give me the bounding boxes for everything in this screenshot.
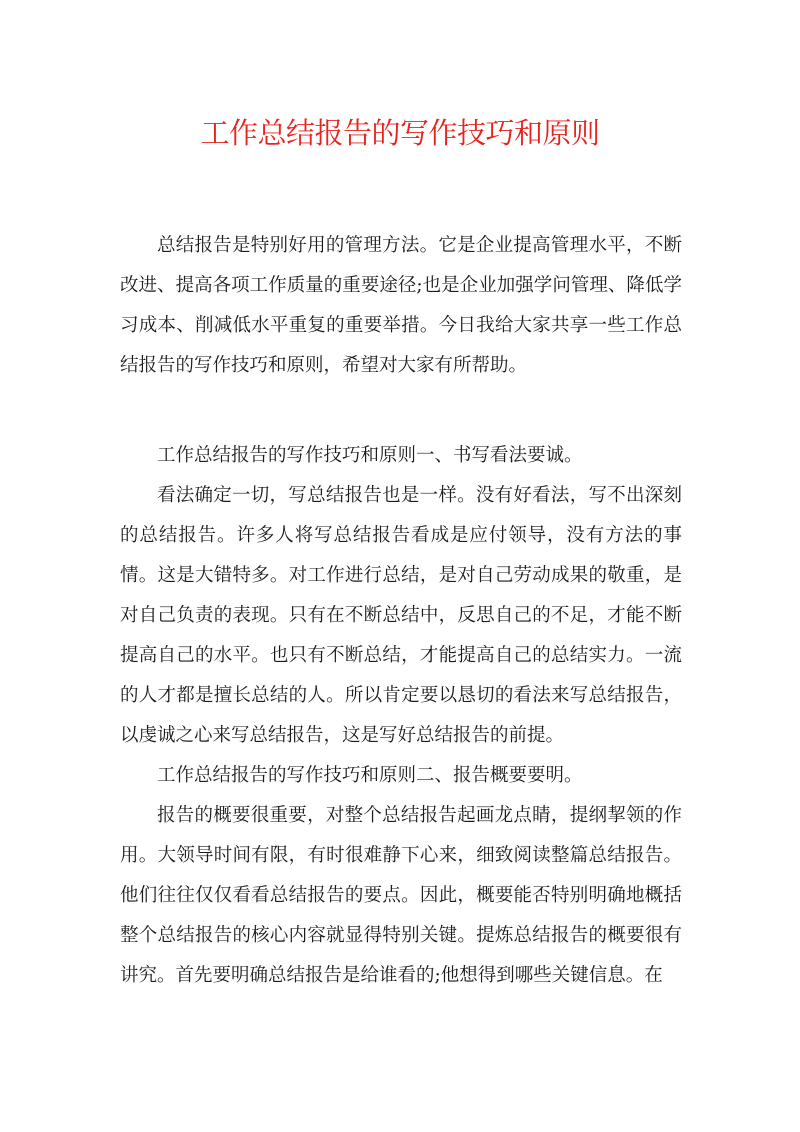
sections-block (120, 436, 682, 996)
intro-paragraph: 总结报告是特别好用的管理方法。它是企业提高管理水平，不断改进、提高各项工作质量的重要途径;也是企业加强学问管理、降低学习成本、削减低水平重复的重要举措。今日我给大家共享一些工作总结报告的写作技巧和原则，希望对大家有所帮助。 (120, 235, 682, 376)
section-heading-1: 工作总结报告的写作技巧和原则一、书写看法要诚。 (157, 445, 583, 466)
section-heading-2: 工作总结报告的写作技巧和原则二、报告概要要明。 (157, 765, 583, 786)
section-paragraph-1: 看法确定一切，写总结报告也是一样。没有好看法，写不出深刻的总结报告。许多人将写总结报告看成是应付领导，没有方法的事情。这是大错特多。对工作进行总结，是对自己劳动成果的敬重，是对自己负责的表现。只有在不断总结中，反思自己的不足，才能不断提高自己的水平。也只有不断总结，才能提高自己的总结实力。一流的人才都是擅长总结的人。所以肯定要以恳切的看法来写总结报告，以虔诚之心来写总结报告，这是写好总结报告的前提。 (120, 485, 682, 746)
intro-block (120, 226, 682, 386)
section-paragraph-2: 报告的概要很重要，对整个总结报告起画龙点睛，提纲挈领的作用。大领导时间有限，有时很难静下心来，细致阅读整篇总结报告。他们往往仅仅看看总结报告的要点。因此，概要能否特别明确地概括整个总结报告的核心内容就显得特别关键。提炼总结报告的概要很有讲究。首先要明确总结报告是给谁看的;他想得到哪些关键信息。在 (120, 805, 682, 986)
page-title: 工作总结报告的写作技巧和原则 (200, 116, 600, 150)
